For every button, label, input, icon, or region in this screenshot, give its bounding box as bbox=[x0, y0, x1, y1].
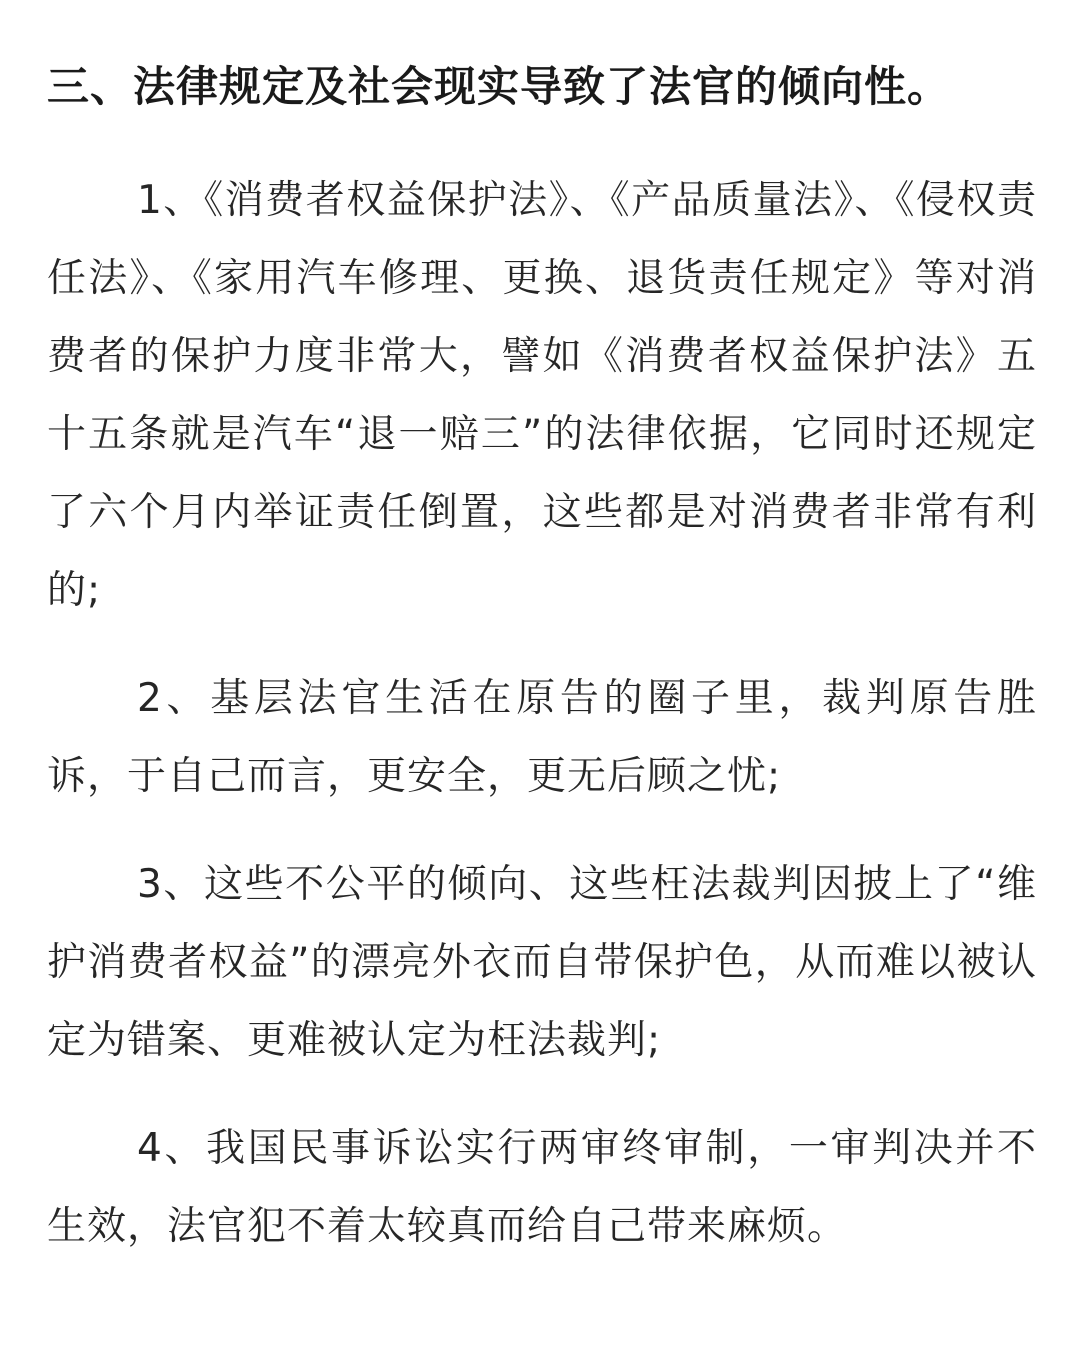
section-heading: 三、法律规定及社会现实导致了法官的倾向性。 bbox=[47, 62, 951, 111]
paragraph-1: 1、《消费者权益保护法》、《产品质量法》、《侵权责任法》、《家用汽车修理、更换、退货责任规定》等对消费者的保护力度非常大，譬如《消费者权益保护法》五十五条就是汽车“退一赔三”的法律依据，它同时还规定了六个月内举证责任倒置，这些都是对消费者非常有利的; bbox=[47, 178, 1037, 613]
paragraph-3: 3、这些不公平的倾向、这些枉法裁判因披上了“维护消费者权益”的漂亮外衣而自带保护色，从而难以被认定为错案、更难被认定为枉法裁判; bbox=[47, 862, 1037, 1063]
paragraph-2: 2、基层法官生活在原告的圈子里，裁判原告胜诉，于自己而言，更安全，更无后顾之忧; bbox=[47, 676, 1037, 799]
article-body bbox=[47, 50, 1037, 1296]
paragraph-4: 4、我国民事诉讼实行两审终审制，一审判决并不生效，法官犯不着太较真而给自己带来麻烦。 bbox=[47, 1126, 1037, 1249]
